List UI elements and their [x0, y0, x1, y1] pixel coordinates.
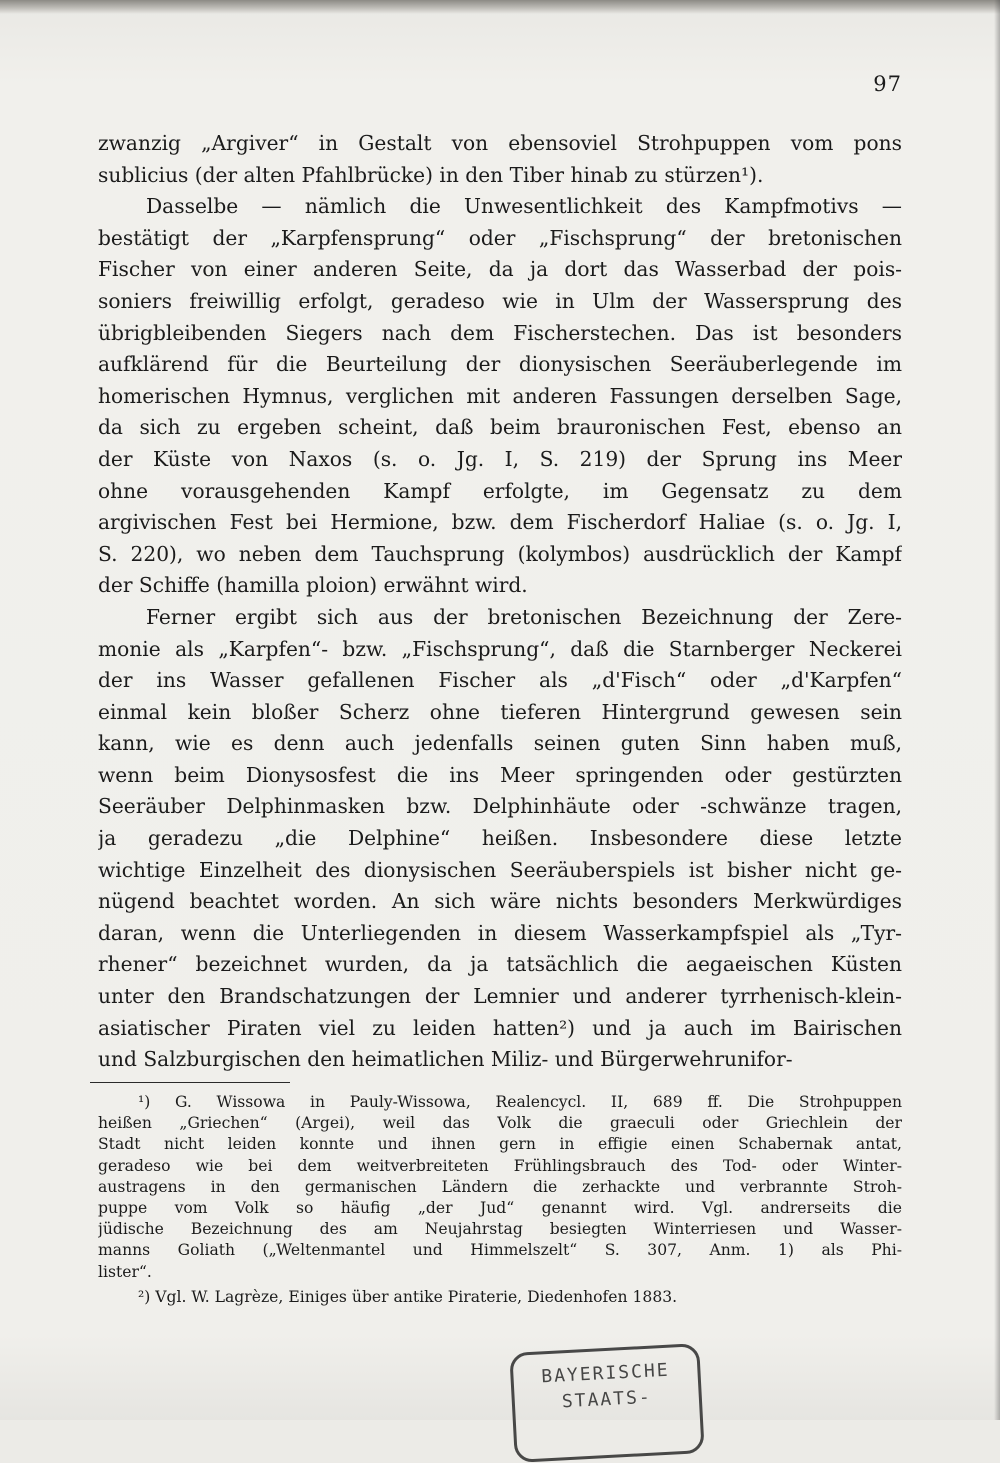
main-text-body	[98, 128, 902, 1076]
footnote-line: ¹) G. Wissowa in Pauly-Wissowa, Realencycl. II, 689 ff. Die Strohpuppen	[138, 1093, 902, 1111]
stamp-line-2: STAATS-	[561, 1386, 653, 1413]
text-line: Ferner ergibt sich aus der bretonischen Bezeichnung der Zere-	[146, 604, 902, 629]
text-line: daran, wenn die Unterliegenden in diesem Wasserkampfspiel als „Tyr-	[98, 920, 902, 945]
library-stamp	[509, 1343, 704, 1463]
page-right-edge-shadow	[994, 0, 1000, 1420]
text-line: monie als „Karpfen“- bzw. „Fischsprung“, daß die Starnberger Neckerei	[98, 636, 902, 661]
footnote-line: geradeso wie bei dem weitverbreiteten Frühlingsbrauch des Tod- oder Winter-	[98, 1156, 902, 1175]
text-line: und Salzburgischen den heimatlichen Miliz- und Bürgerwehrunifor-	[98, 1047, 793, 1072]
text-line: sublicius (der alten Pfahlbrücke) in den Tiber hinab zu stürzen¹).	[98, 162, 764, 187]
text-line: kann, wie es denn auch jedenfalls seinen guten Sinn haben muß,	[98, 731, 902, 756]
paragraph	[98, 128, 902, 191]
footnote-1	[98, 1092, 902, 1283]
text-line: homerischen Hymnus, verglichen mit anderen Fassungen derselben Sage,	[98, 383, 902, 408]
footnote-line: ²) Vgl. W. Lagrèze, Einiges über antike Piraterie, Diedenhofen 1883.	[138, 1287, 678, 1306]
footnote-line: austragens in den germanischen Ländern die zerhackte und verbrannte Stroh-	[98, 1177, 902, 1196]
text-line: der Küste von Naxos (s. o. Jg. I, S. 219) der Sprung ins Meer	[98, 446, 902, 471]
footnote-line: lister“.	[98, 1262, 152, 1281]
text-line: der ins Wasser gefallenen Fischer als „d'Fisch“ oder „d'Karpfen“	[98, 668, 902, 693]
text-line: übrigbleibenden Siegers nach dem Fischerstechen. Das ist besonders	[98, 320, 902, 345]
footnote-line: manns Goliath („Weltenmantel und Himmelszelt“ S. 307, Anm. 1) als Phi-	[98, 1241, 902, 1260]
text-line: ja geradezu „die Delphine“ heißen. Insbesondere diese letzte	[98, 826, 902, 851]
text-line: soniers freiwillig erfolgt, geradeso wie in Ulm der Wassersprung des	[98, 288, 902, 313]
text-line: S. 220), wo neben dem Tauchsprung (kolymbos) ausdrücklich der Kampf	[98, 541, 902, 566]
text-line: der Schiffe (hamilla ploion) erwähnt wird.	[98, 573, 528, 598]
footnote-line: jüdische Bezeichnung des am Neujahrstag besiegten Winterriesen und Wasser-	[98, 1220, 902, 1239]
text-line: Dasselbe — nämlich die Unwesentlichkeit des Kampfmotivs —	[146, 194, 902, 219]
text-line: aufklärend für die Beurteilung der dionysischen Seeräuberlegende im	[98, 352, 902, 377]
text-line: unter den Brandschatzungen der Lemnier und anderer tyrrhenisch-klein-	[98, 984, 902, 1009]
text-line: bestätigt der „Karpfensprung“ oder „Fischsprung“ der bretonischen	[98, 225, 902, 250]
page-top-edge-shadow	[0, 0, 1000, 14]
text-line: rhener“ bezeichnet wurden, da ja tatsächlich die aegaeischen Küsten	[98, 952, 902, 977]
stamp-line-1: BAYERISCHE	[540, 1359, 671, 1388]
text-line: wenn beim Dionysosfest die ins Meer springenden oder gestürzten	[98, 762, 902, 787]
footnotes	[98, 1092, 902, 1308]
footnote-separator	[90, 1082, 290, 1083]
footnote-line: puppe vom Volk so häufig „der Jud“ genannt wird. Vgl. andrerseits die	[98, 1199, 902, 1218]
text-line: Seeräuber Delphinmasken bzw. Delphinhäute oder -schwänze tragen,	[98, 794, 902, 819]
text-line: argivischen Fest bei Hermione, bzw. dem Fischerdorf Haliae (s. o. Jg. I,	[98, 510, 902, 535]
text-line: wichtige Einzelheit des dionysischen Seeräuberspiels ist bisher nicht ge-	[98, 857, 902, 882]
paragraph	[98, 191, 902, 602]
text-line: Fischer von einer anderen Seite, da ja dort das Wasserbad der pois-	[98, 257, 902, 282]
page-number: 97	[873, 72, 902, 96]
footnote-2	[98, 1287, 902, 1308]
text-line: asiatischer Piraten viel zu leiden hatten²) und ja auch im Bairischen	[98, 1015, 902, 1040]
footnote-line: Stadt nicht leiden konnte und ihnen gern in effigie einen Schabernak antat,	[98, 1135, 902, 1154]
text-line: zwanzig „Argiver“ in Gestalt von ebensoviel Strohpuppen vom pons	[98, 131, 902, 155]
footnote-line: heißen „Griechen“ (Argei), weil das Volk die graeculi oder Griechlein der	[98, 1114, 902, 1133]
text-line: ohne vorausgehenden Kampf erfolgte, im Gegensatz zu dem	[98, 478, 902, 503]
text-line: da sich zu ergeben scheint, daß beim brauronischen Fest, ebenso an	[98, 415, 902, 440]
paragraph	[98, 602, 902, 1076]
text-line: nügend beachtet worden. An sich wäre nichts besonders Merkwürdiges	[98, 889, 902, 914]
text-line: einmal kein bloßer Scherz ohne tieferen Hintergrund gewesen sein	[98, 699, 902, 724]
